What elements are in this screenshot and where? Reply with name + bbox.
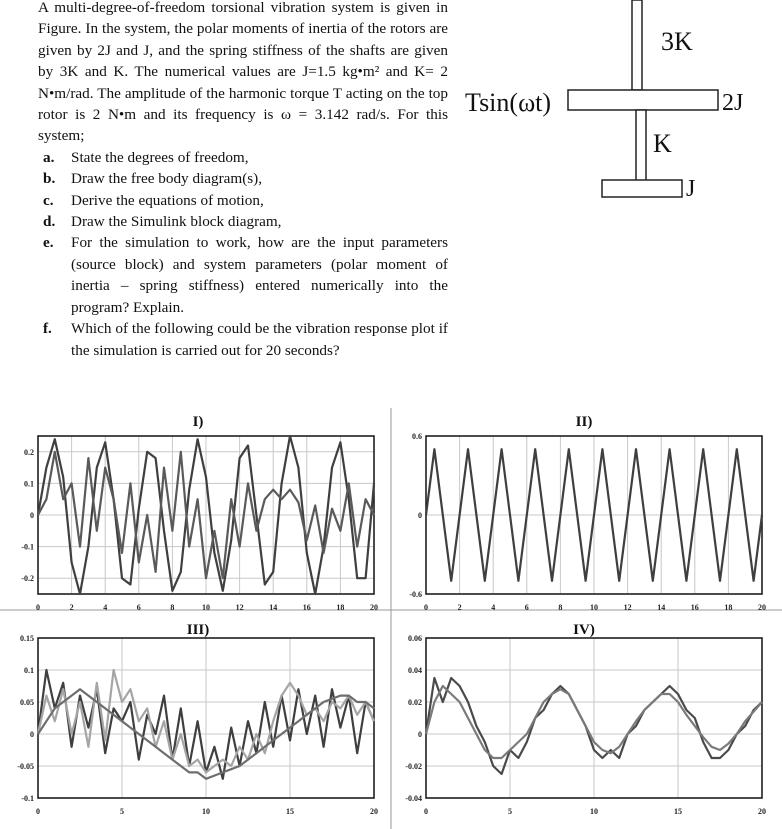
- y-tick-label: -0.2: [21, 574, 34, 584]
- y-tick-label: 0.1: [24, 479, 34, 489]
- x-tick-label: 4: [103, 603, 108, 612]
- x-tick-label: 4: [491, 603, 496, 612]
- x-tick-label: 12: [235, 603, 244, 612]
- task-label: a.: [43, 148, 55, 166]
- task-label: c.: [43, 191, 54, 209]
- y-tick-label: -0.05: [17, 762, 34, 771]
- y-tick-label: 0: [30, 730, 34, 739]
- x-tick-label: 0: [424, 603, 428, 612]
- response-plots: [0, 408, 782, 829]
- y-tick-label: 0.2: [24, 447, 34, 457]
- x-tick-label: 18: [336, 603, 345, 612]
- plot-title: IV): [573, 622, 595, 638]
- x-tick-label: 20: [370, 807, 378, 816]
- problem-intro: A multi-degree-of-freedom torsional vibration system is given in Figure. In the system, the polar moments of inertia of the rotors are given by 2J and J, and the spring stiffness of the shafts are given by 3K and K. The numerical values are J=1.5 kg•m² and K= 2 N•m/rad. The amplitude of the harmonic torque T acting on the top rotor is 2 N•m and its frequency is ω = 3.142 rad/s. For this system;: [38, 0, 448, 145]
- task-label: b.: [43, 170, 56, 188]
- x-tick-label: 2: [457, 603, 462, 612]
- upper-shaft: [632, 0, 642, 90]
- y-tick-label: 0.06: [408, 634, 422, 643]
- x-tick-label: 6: [136, 603, 141, 612]
- task-item: [38, 318, 448, 361]
- x-tick-label: 14: [269, 603, 278, 612]
- x-tick-label: 0: [424, 807, 428, 816]
- y-tick-label: 0.1: [24, 666, 34, 675]
- x-tick-label: 0: [36, 603, 40, 612]
- x-tick-label: 18: [724, 603, 733, 612]
- upper-rotor-label: 2J: [722, 90, 744, 116]
- y-tick-label: -0.1: [21, 794, 34, 803]
- lower-rotor-label: J: [686, 176, 696, 202]
- task-item: [38, 232, 448, 318]
- y-tick-label: 0: [30, 511, 34, 520]
- x-tick-label: 15: [674, 807, 682, 816]
- task-label: f.: [43, 320, 52, 338]
- lower-spring-label: K: [653, 129, 672, 158]
- plot-title: I): [192, 414, 204, 430]
- plot-title: III): [186, 622, 210, 638]
- task-label: d.: [43, 213, 56, 231]
- x-tick-label: 6: [524, 603, 529, 612]
- y-tick-label: -0.1: [21, 542, 34, 552]
- task-item: [38, 211, 448, 232]
- task-text: Draw the Simulink block diagram,: [71, 213, 282, 231]
- y-tick-label: -0.02: [405, 762, 422, 771]
- y-tick-label: 0: [418, 511, 422, 520]
- y-tick-label: 0: [418, 730, 422, 739]
- y-tick-label: 0.15: [20, 634, 34, 643]
- x-tick-label: 8: [558, 603, 563, 612]
- x-tick-label: 5: [120, 807, 124, 816]
- x-tick-label: 8: [170, 603, 175, 612]
- task-text: Draw the free body diagram(s),: [71, 170, 263, 188]
- task-text: State the degrees of freedom,: [71, 148, 249, 166]
- x-tick-label: 15: [286, 807, 294, 816]
- x-tick-label: 0: [36, 807, 40, 816]
- x-tick-label: 20: [758, 807, 766, 816]
- y-tick-label: 0.04: [408, 666, 422, 675]
- task-item: [38, 190, 448, 211]
- x-tick-label: 16: [690, 603, 699, 612]
- y-tick-label: 0.6: [412, 432, 422, 441]
- y-tick-label: 0.05: [20, 698, 34, 707]
- y-tick-label: -0.04: [405, 794, 422, 803]
- x-tick-label: 12: [623, 603, 632, 612]
- x-tick-label: 14: [657, 603, 666, 612]
- problem-statement: [38, 0, 448, 361]
- upper-spring-label: 3K: [661, 27, 693, 56]
- plot-title: II): [575, 414, 593, 430]
- task-item: [38, 147, 448, 168]
- x-tick-label: 20: [758, 603, 766, 612]
- torque-label: Tsin(ωt): [465, 88, 552, 117]
- torsional-system-figure: [455, 0, 782, 210]
- x-tick-label: 20: [370, 603, 378, 612]
- x-tick-label: 10: [590, 603, 598, 612]
- task-text: Which of the following could be the vibration response plot if the simulation is carried out for 20 seconds?: [71, 320, 448, 359]
- x-tick-label: 16: [302, 603, 311, 612]
- task-label: e.: [43, 234, 54, 252]
- x-tick-label: 10: [202, 807, 210, 816]
- task-text: For the simulation to work, how are the input parameters (source block) and system parameters (polar moment of inertia – spring stiffness) entered numerically into the program? Explain.: [71, 234, 448, 316]
- task-list: [38, 147, 448, 361]
- x-tick-label: 2: [69, 603, 74, 612]
- y-tick-label: -0.6: [409, 590, 422, 599]
- upper-rotor-disk: [568, 90, 718, 110]
- lower-rotor-disk: [602, 180, 682, 197]
- y-tick-label: 0.02: [408, 698, 422, 707]
- task-item: [38, 168, 448, 189]
- x-tick-label: 5: [508, 807, 512, 816]
- task-text: Derive the equations of motion,: [71, 191, 264, 209]
- x-tick-label: 10: [202, 603, 210, 612]
- lower-shaft: [636, 110, 646, 182]
- x-tick-label: 10: [590, 807, 598, 816]
